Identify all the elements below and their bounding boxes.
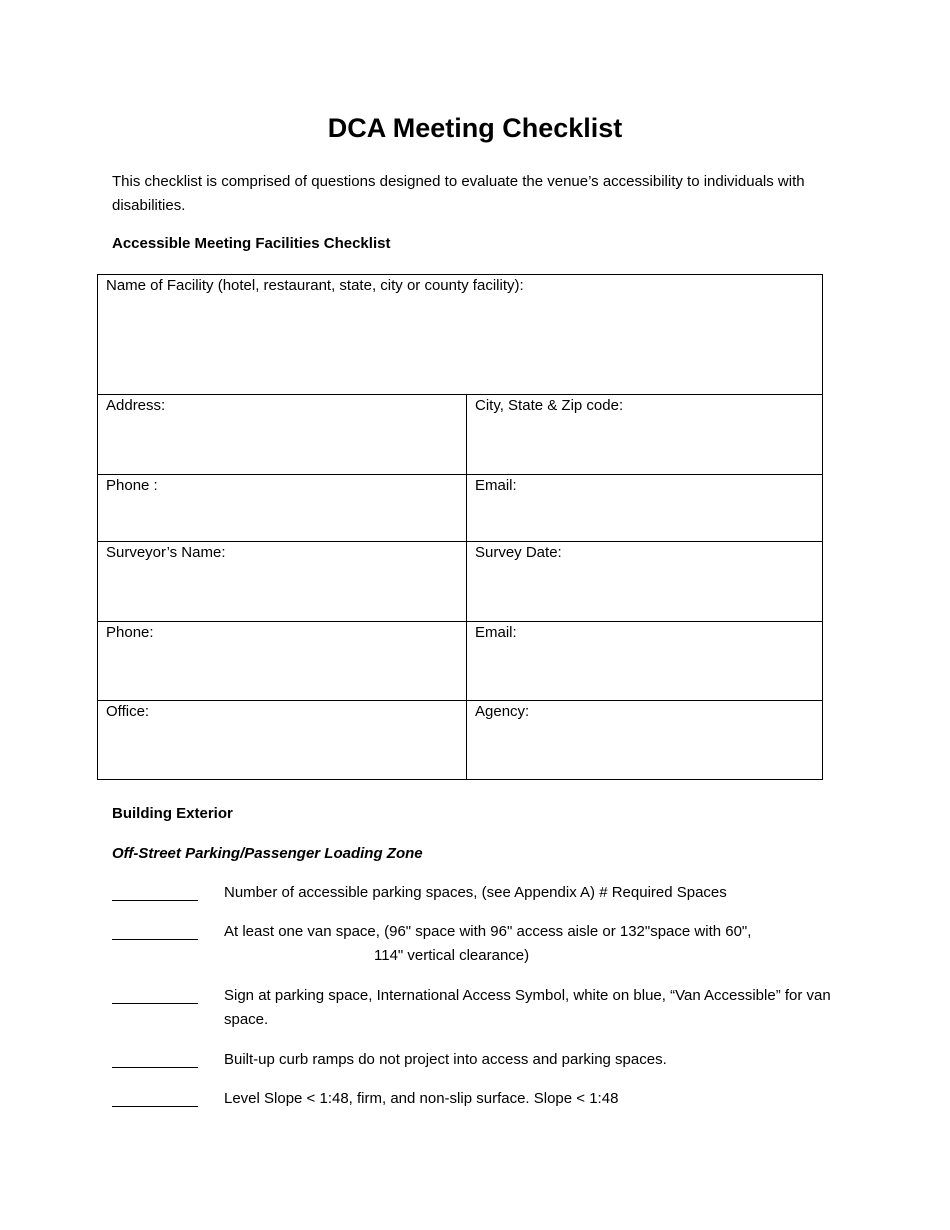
answer-blank[interactable] xyxy=(112,984,198,1004)
survey-date-field[interactable] xyxy=(467,542,823,622)
page-title: DCA Meeting Checklist xyxy=(327,113,623,143)
facility-info-table xyxy=(97,274,823,780)
address-field[interactable] xyxy=(98,395,467,475)
checklist-item-text: At least one van space, (96" space with 96" access aisle or 132"space with 60", xyxy=(224,923,752,940)
checklist-item xyxy=(112,881,842,905)
answer-blank[interactable] xyxy=(112,1048,198,1068)
checklist-item-text: Number of accessible parking spaces, (see Appendix A) # Required Spaces xyxy=(224,884,727,901)
surveyor-email-field[interactable] xyxy=(467,622,823,701)
phone-field[interactable] xyxy=(98,475,467,542)
parking-heading: Off-Street Parking/Passenger Loading Zone xyxy=(112,845,423,862)
checklist-item-continuation: 114" vertical clearance) xyxy=(374,947,530,964)
answer-blank[interactable] xyxy=(112,920,198,940)
office-field[interactable] xyxy=(98,701,467,780)
building-exterior-heading: Building Exterior xyxy=(112,805,233,822)
phone-label: Phone : xyxy=(106,477,158,494)
checklist-item xyxy=(112,1087,842,1111)
answer-blank[interactable] xyxy=(112,1087,198,1107)
checklist-item xyxy=(112,984,842,1032)
facility-name-label: Name of Facility (hotel, restaurant, state, city or county facility): xyxy=(106,277,524,294)
agency-label: Agency: xyxy=(475,703,530,720)
checklist-item-text: Built-up curb ramps do not project into access and parking spaces. xyxy=(224,1051,667,1068)
checklist-item-text: Sign at parking space, International Access Symbol, white on blue, “Van Accessible” for van space. xyxy=(224,987,831,1028)
facilities-checklist-heading: Accessible Meeting Facilities Checklist xyxy=(112,235,391,252)
address-label: Address: xyxy=(106,397,166,414)
city-state-zip-label: City, State & Zip code: xyxy=(475,397,624,414)
answer-blank[interactable] xyxy=(112,881,198,901)
email-field[interactable] xyxy=(467,475,823,542)
email-label: Email: xyxy=(475,477,517,494)
checklist-item xyxy=(112,920,842,968)
facility-name-field[interactable] xyxy=(98,275,823,395)
checklist-item-text: Level Slope < 1:48, firm, and non-slip surface. Slope < 1:48 xyxy=(224,1090,619,1107)
intro-paragraph: This checklist is comprised of questions designed to evaluate the venue’s accessibility to individuals with disabilities. xyxy=(112,173,805,214)
surveyor-phone-label: Phone: xyxy=(106,624,154,641)
surveyor-email-label: Email: xyxy=(475,624,517,641)
office-label: Office: xyxy=(106,703,150,720)
surveyor-name-label: Surveyor’s Name: xyxy=(106,544,226,561)
surveyor-name-field[interactable] xyxy=(98,542,467,622)
city-state-zip-field[interactable] xyxy=(467,395,823,475)
agency-field[interactable] xyxy=(467,701,823,780)
checklist-item xyxy=(112,1048,842,1072)
surveyor-phone-field[interactable] xyxy=(98,622,467,701)
survey-date-label: Survey Date: xyxy=(475,544,562,561)
